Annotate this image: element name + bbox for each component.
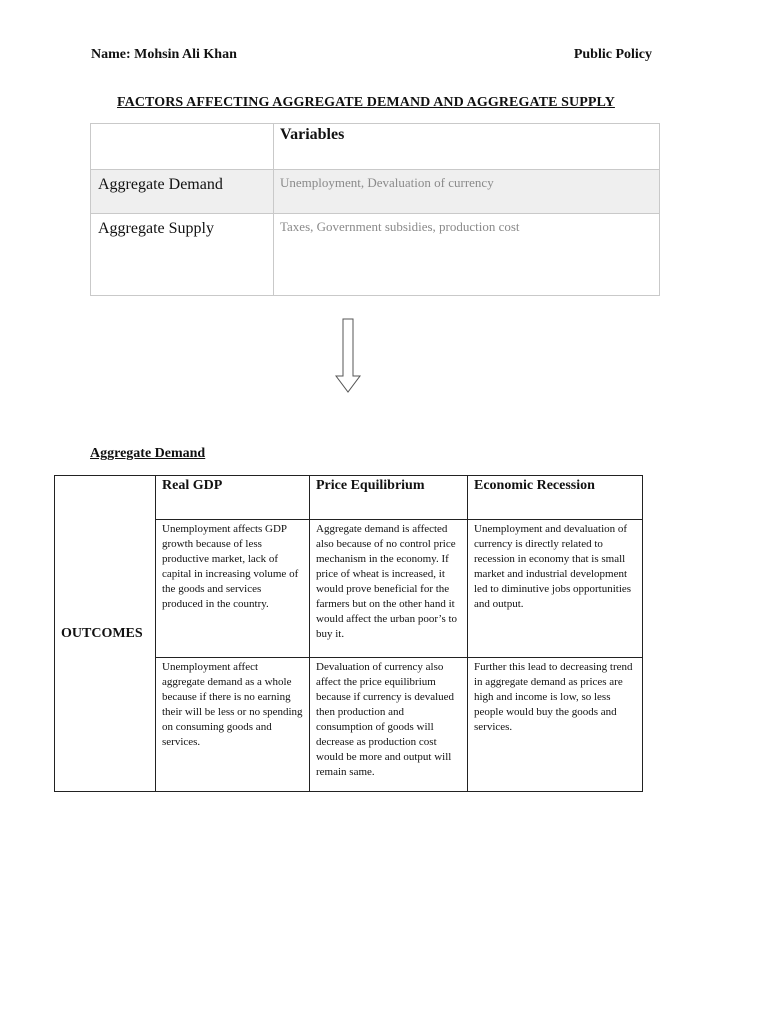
outcome-cell: Devaluation of currency also affect the price equilibrium because if currency is devalued then production and consumption of goods will decrease as production cost would be more and output will remain same. <box>310 658 468 792</box>
outcome-cell: Aggregate demand is affected also because of no control price mechanism in the economy. If price of wheat is increased, it would prove beneficial for the farmers but on the other hand it would affect the urban poor’s to buy it. <box>310 520 468 658</box>
variables-header: Variables <box>274 124 660 170</box>
outcomes-header-row <box>55 476 643 520</box>
down-arrow-icon <box>334 318 362 394</box>
variables-header-row <box>91 124 660 170</box>
outcome-cell: Unemployment affects GDP growth because of less productive market, lack of capital in increasing volume of the goods and services produced in the country. <box>156 520 310 658</box>
outcomes-side-label: OUTCOMES <box>55 476 156 792</box>
column-header-economic-recession: Economic Recession <box>468 476 643 520</box>
variables-row-value: Unemployment, Devaluation of currency <box>274 170 660 214</box>
variables-table <box>90 123 660 296</box>
variables-row <box>91 214 660 296</box>
outcome-cell: Further this lead to decreasing trend in aggregate demand as prices are high and income is low, so less people would buy the goods and services. <box>468 658 643 792</box>
column-header-price-equilibrium: Price Equilibrium <box>310 476 468 520</box>
outcome-cell: Unemployment and devaluation of currency is directly related to recession in economy that is small market and industrial development led to diminutive jobs opportunities and output. <box>468 520 643 658</box>
column-header-real-gdp: Real GDP <box>156 476 310 520</box>
variables-row-value: Taxes, Government subsidies, production cost <box>274 214 660 296</box>
section-heading: Aggregate Demand <box>90 446 206 461</box>
empty-corner-cell <box>91 124 274 170</box>
author-name: Name: Mohsin Ali Khan <box>91 47 237 62</box>
course-subject: Public Policy <box>573 47 652 62</box>
document-title: FACTORS AFFECTING AGGREGATE DEMAND AND AGGREGATE SUPPLY <box>117 95 615 110</box>
outcomes-table <box>54 475 643 792</box>
variables-row-label: Aggregate Demand <box>91 170 274 214</box>
variables-row-label: Aggregate Supply <box>91 214 274 296</box>
outcome-cell: Unemployment affect aggregate demand as a whole because if there is no earning their will be less or no spending on consuming goods and services. <box>156 658 310 792</box>
variables-row <box>91 170 660 214</box>
